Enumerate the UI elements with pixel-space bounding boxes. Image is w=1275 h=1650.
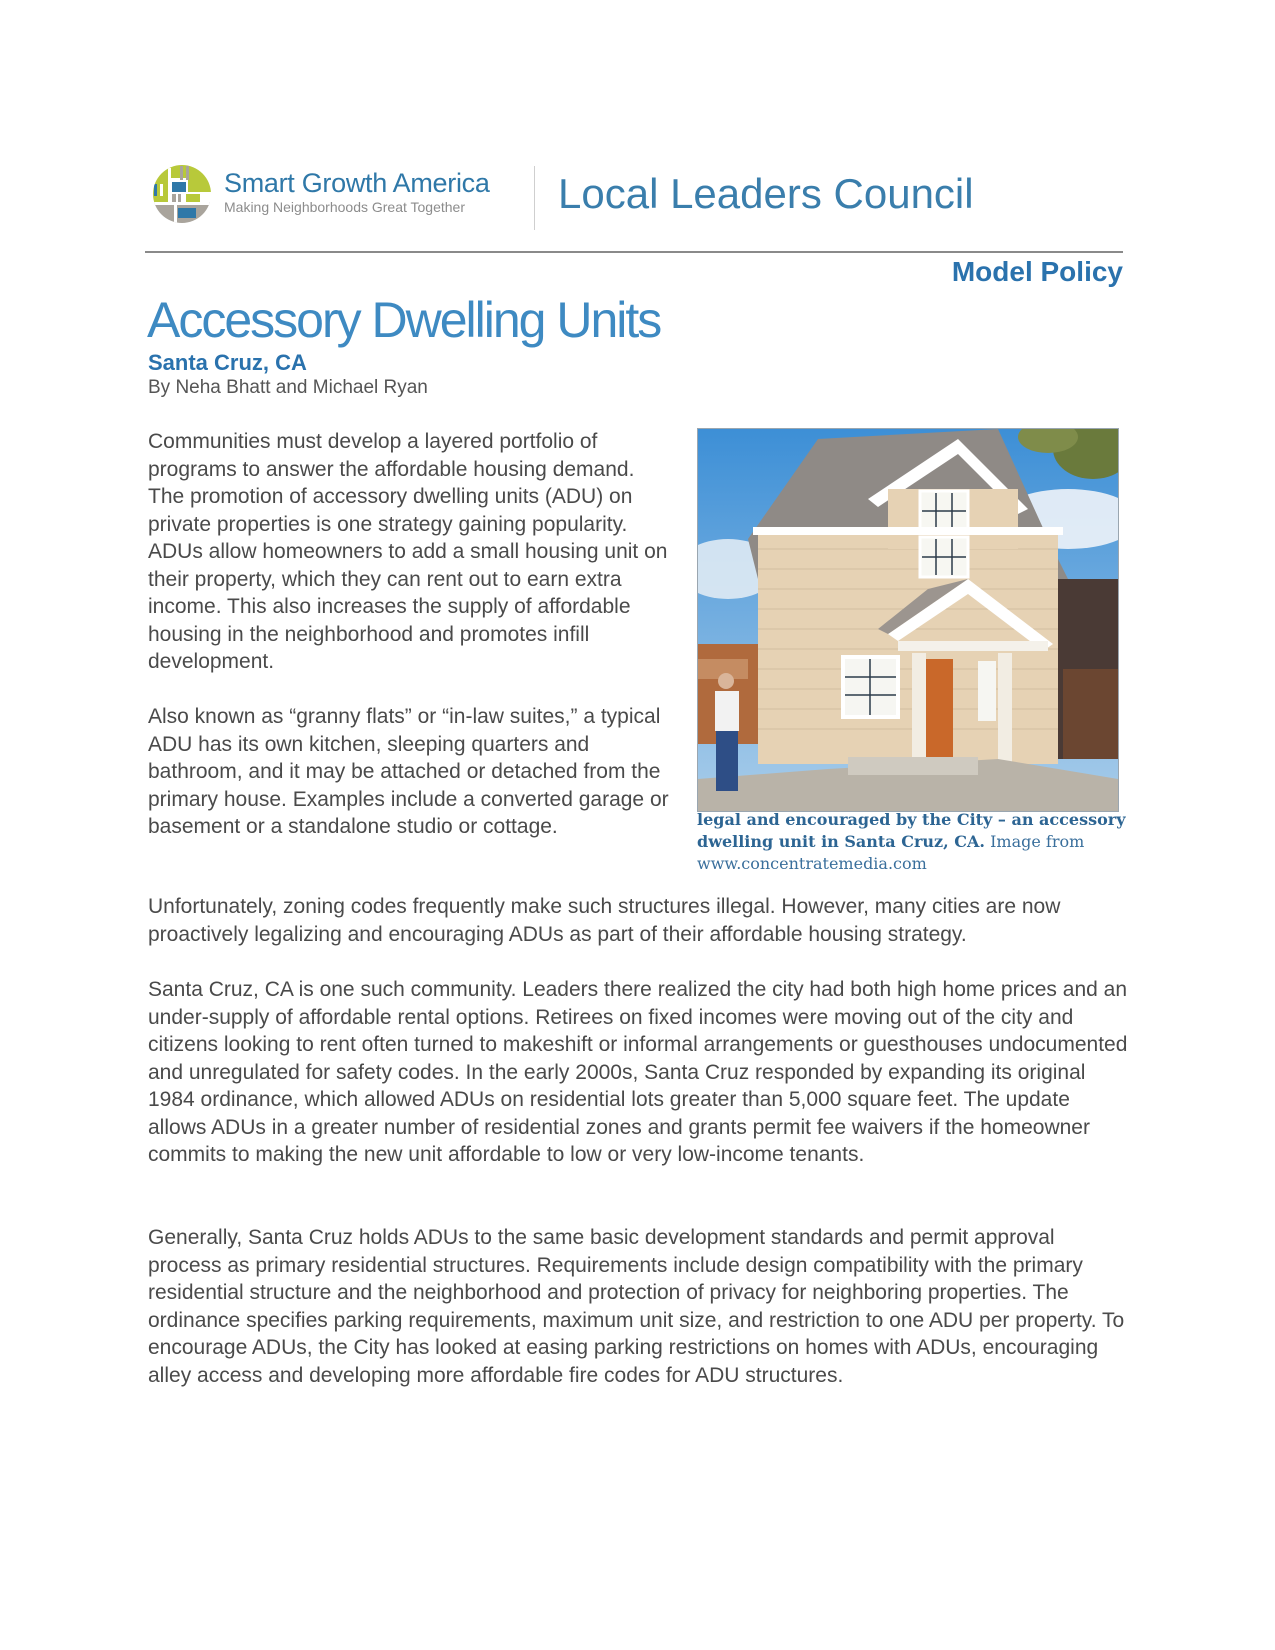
caption-bold-line-1: legal and encouraged by the City – an accessory [697, 810, 1126, 829]
org-tagline: Making Neighborhoods Great Together [224, 199, 466, 215]
caption-url: www.concentratemedia.com [697, 854, 927, 873]
body-section [148, 893, 1128, 948]
byline: By Neha Bhatt and Michael Ryan [148, 377, 428, 398]
caption-bold-line-2: dwelling unit in Santa Cruz, CA. [697, 832, 985, 851]
body-section [148, 1224, 1128, 1389]
adu-photo [697, 428, 1119, 812]
intro-column [148, 428, 673, 868]
house-illustration [698, 429, 1118, 811]
page-title: Accessory Dwelling Units [147, 292, 661, 348]
smart-growth-america-logo-icon [152, 164, 212, 224]
page-header [148, 158, 1088, 228]
paragraph: Unfortunately, zoning codes frequently make such structures illegal. However, many cities are now proactively legalizing and encouraging ADUs as part of their affordable housing strategy. [148, 895, 1061, 946]
caption-text: Image from [984, 832, 1085, 851]
document-category: Model Policy [951, 256, 1123, 287]
body-section [148, 976, 1128, 1169]
paragraph: Santa Cruz, CA is one such community. Leaders there realized the city had both high home prices and an under-supply of affordable rental options. Retirees on fixed incomes were moving out of the city and citizens looking to rent often turned to makeshift or informal arrangements or guesthouses undocumented and unregulated for safety codes. In the early 2000s, Santa Cruz responded by expanding its original 1984 ordinance, which allowed ADUs on residential lots greater than 5,000 square feet. The update allows ADUs in a greater number of residential zones and grants permit fee waivers if the homeowner commits to making the new unit affordable to low or very low-income tenants. [148, 978, 1128, 1166]
header-divider [534, 166, 535, 230]
logo-wordmark [224, 168, 490, 215]
location-subtitle: Santa Cruz, CA [148, 350, 307, 375]
photo-caption [697, 809, 1137, 875]
paragraph: Communities must develop a layered portfolio of programs to answer the affordable housing demand. The promotion of accessory dwelling units (ADU) on private properties is one strategy gaining popularity. ADUs allow homeowners to add a small housing unit on their property, which they can rent out to earn extra income. This also increases the supply of affordable housing in the neighborhood and promotes infill development. [148, 430, 668, 673]
paragraph: Also known as “granny flats” or “in-law suites,” a typical ADU has its own kitchen, sleeping quarters and bathroom, and it may be attached or detached from the primary house. Examples include a converted garage or basement or a standalone studio or cottage. [148, 705, 669, 838]
paragraph: Generally, Santa Cruz holds ADUs to the same basic development standards and permit approval process as primary residential structures. Requirements include design compatibility with the primary residential structure and the neighborhood and protection of privacy for neighboring properties. The ordinance specifies parking requirements, maximum unit size, and restriction to one ADU per property. To encourage ADUs, the City has looked at easing parking restrictions on homes with ADUs, encouraging alley access and developing more affordable fire codes for ADU structures. [148, 1226, 1125, 1387]
org-name: Smart Growth America [224, 168, 490, 198]
header-rule [145, 251, 1123, 253]
council-title: Local Leaders Council [558, 170, 974, 217]
